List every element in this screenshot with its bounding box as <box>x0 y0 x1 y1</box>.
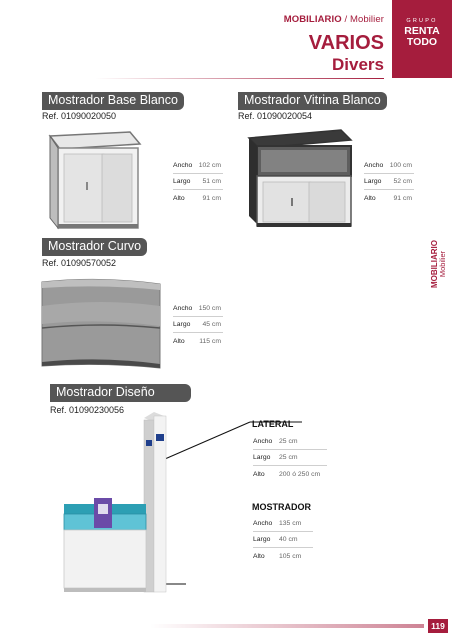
dim-label: Ancho <box>173 305 193 312</box>
logo-todo: TODO <box>406 35 438 48</box>
dim-row-alto <box>173 333 223 349</box>
dim-label: Largo <box>364 178 382 185</box>
dim-value: 91 cm <box>393 194 412 202</box>
dim-label: Largo <box>253 454 271 461</box>
dim-label: Largo <box>173 178 191 185</box>
dims-table-mostrador <box>253 516 313 564</box>
dim-value: 52 cm <box>393 178 412 185</box>
dim-row-ancho <box>253 434 327 450</box>
dim-row-ancho <box>173 301 223 317</box>
dim-row-alto <box>173 190 223 206</box>
dim-label: Alto <box>253 470 265 478</box>
header-category-sep: / <box>341 14 350 25</box>
product-name-diseno: Mostrador Diseño <box>50 384 191 402</box>
header-category-fr: Mobilier <box>349 14 384 25</box>
dim-label: Largo <box>173 321 191 328</box>
dim-label: Ancho <box>253 438 273 445</box>
dim-label: Ancho <box>253 520 273 527</box>
dim-label: Alto <box>364 194 376 202</box>
product-ref-curvo: Ref. 01090570052 <box>42 258 117 268</box>
dim-row-largo <box>253 532 313 548</box>
dim-row-ancho <box>253 516 313 532</box>
dims-table-base-blanco <box>173 158 223 206</box>
dim-row-largo <box>253 450 327 466</box>
dim-label: Ancho <box>173 162 193 169</box>
product-name-vitrina-blanco: Mostrador Vitrina Blanco <box>238 92 387 110</box>
header-category-es: MOBILIARIO <box>283 14 342 25</box>
product-name-base-blanco: Mostrador Base Blanco <box>42 92 184 110</box>
dim-value: 91 cm <box>202 194 221 202</box>
dim-row-alto <box>364 190 414 206</box>
dim-value: 25 cm <box>279 454 298 461</box>
dim-row-alto <box>253 548 313 564</box>
product-ref-vitrina-blanco: Ref. 01090020054 <box>238 111 313 121</box>
page-number: 119 <box>428 619 448 633</box>
product-ref-base-blanco: Ref. 01090020050 <box>42 111 117 121</box>
dim-row-alto <box>253 466 327 482</box>
dim-value: 102 cm <box>198 162 221 169</box>
dims-table-curvo <box>173 301 223 349</box>
dim-row-largo <box>173 317 223 333</box>
header-divider <box>95 78 384 79</box>
side-tab-category-fr: Mobilier <box>438 250 448 278</box>
dim-value: 45 cm <box>202 321 221 328</box>
dims-table-lateral <box>253 434 327 482</box>
header-category <box>284 14 384 25</box>
dim-row-ancho <box>173 158 223 174</box>
dim-label: Alto <box>253 552 265 560</box>
dim-value: 25 cm <box>279 438 298 445</box>
dim-value: 40 cm <box>279 536 298 543</box>
page-title: VARIOS <box>308 32 384 54</box>
dims-table-vitrina-blanco <box>364 158 414 206</box>
product-name-curvo: Mostrador Curvo <box>42 238 147 256</box>
product-image-base-blanco <box>42 124 142 234</box>
dim-label: Alto <box>173 194 185 202</box>
dim-value: 100 cm <box>389 162 412 169</box>
dim-row-ancho <box>364 158 414 174</box>
section-label-mostrador: MOSTRADOR <box>252 502 311 512</box>
footer-bar <box>150 624 424 628</box>
page-title-fr: Divers <box>332 55 384 74</box>
dim-value: 105 cm <box>279 552 302 560</box>
dim-label: Largo <box>253 536 271 543</box>
product-ref-diseno: Ref. 01090230056 <box>50 405 125 415</box>
product-image-vitrina-blanco <box>245 124 355 232</box>
dim-value: 51 cm <box>202 178 221 185</box>
logo-renta: RENTA <box>404 25 440 37</box>
logo-grupo: GRUPO <box>406 18 438 24</box>
side-tab <box>426 234 452 294</box>
dim-value: 150 cm <box>198 305 221 312</box>
product-image-curvo <box>38 276 164 372</box>
dim-row-largo <box>173 174 223 190</box>
brand-logo <box>392 0 452 78</box>
dim-value: 135 cm <box>279 520 302 527</box>
dim-value: 115 cm <box>199 337 221 345</box>
section-label-lateral: LATERAL <box>252 419 294 429</box>
dim-value: 200 ó 250 cm <box>279 470 321 478</box>
side-tab-category: MOBILIARIO <box>429 240 439 288</box>
pointer-lateral <box>158 422 250 462</box>
dim-label: Ancho <box>364 162 384 169</box>
dim-label: Alto <box>173 337 185 345</box>
dim-row-largo <box>364 174 414 190</box>
